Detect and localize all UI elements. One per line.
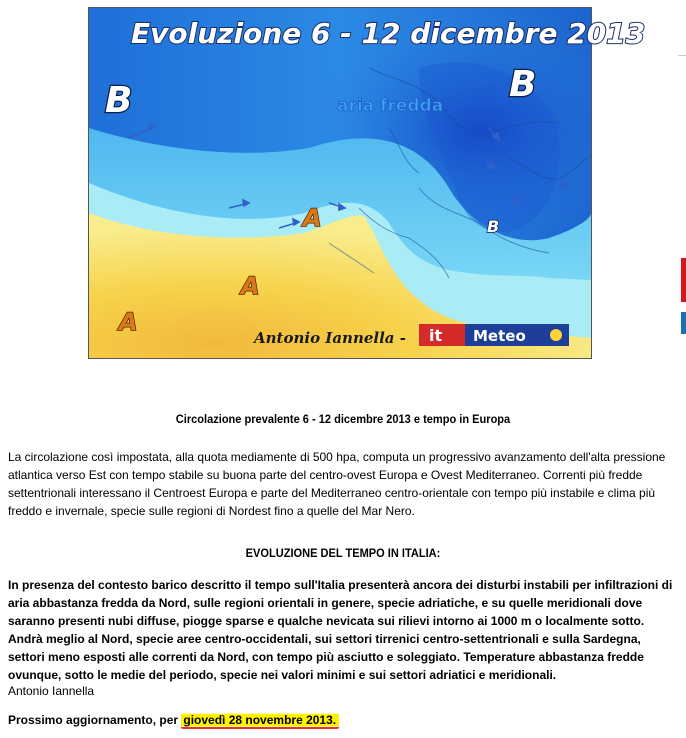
- map-signature: Antonio Iannella -: [254, 329, 406, 347]
- europe-paragraph: La circolazione così impostata, alla quota mediamente di 500 hpa, computa un progressivo avanzamento dell'alta pressione atlantica verso Est con tempo stabile su buona parte del centro-ovest Europa e Ovest Mediterraneo. Correnti più fredde settentrionali interessano il Centroest Europa e parte del Mediterraneo centro-orientale con tempo più instabile e clima più freddo e invernale, specie sulle regioni di Nordest fino a quelle del Mar Nero.: [8, 450, 666, 518]
- sidebar-divider: [678, 55, 686, 64]
- high-pressure-3: A: [119, 308, 138, 336]
- low-pressure-west: B: [105, 80, 133, 121]
- air-label: aria fredda: [337, 96, 444, 116]
- low-pressure-small: B: [487, 217, 500, 236]
- italy-paragraph: In presenza del contesto barico descritto il tempo sull'Italia presenterà ancora dei disturbi instabili per infiltrazioni di aria abbastanza fredda da Nord, sulle regioni orientali in genere, specie adriatiche, e su quelle meridionali dove saranno presenti nubi diffuse, piogge sparse e qualche nevicata sui rilievi intorno ai 1000 m o localmente sotto. Andrà meglio al Nord, specie aree centro-occidentali, sui settori tirrenici centro-settentrionali e sulla Sardegna, settori meno esposti alle correnti da Nord, con tempo più asciutto e soleggiato. Temperature abbastanza fredde ovunque, sotto le medie del periodo, specie nei valori minimi e sui settori adriatici e meridionali.: [8, 578, 673, 682]
- low-pressure-east: B: [509, 64, 537, 105]
- next-update-prefix: Prossimo aggiornamento, per: [8, 713, 182, 727]
- it-meteo-logo: [419, 324, 569, 346]
- author-name: Antonio Iannella: [8, 684, 95, 698]
- next-update-date: giovedì 28 novembre 2013.: [181, 713, 339, 729]
- weather-map: [89, 8, 646, 358]
- high-pressure-1: A: [303, 204, 322, 232]
- logo-it: it: [429, 326, 443, 345]
- map-title: Evoluzione 6 - 12 dicembre 2013: [131, 17, 646, 50]
- article-title: Circolazione prevalente 6 - 12 dicembre 2013 e tempo in Europa: [175, 412, 511, 426]
- sun-icon: [550, 329, 562, 341]
- high-pressure-2: A: [241, 272, 260, 300]
- sidebar-red-tab[interactable]: [681, 258, 686, 302]
- weather-map-figure: [88, 7, 646, 359]
- italy-section-title: EVOLUZIONE DEL TEMPO IN ITALIA:: [245, 546, 441, 560]
- sidebar-blue-tab[interactable]: [681, 312, 686, 334]
- logo-meteo: Meteo: [473, 327, 526, 345]
- next-update: [8, 711, 339, 729]
